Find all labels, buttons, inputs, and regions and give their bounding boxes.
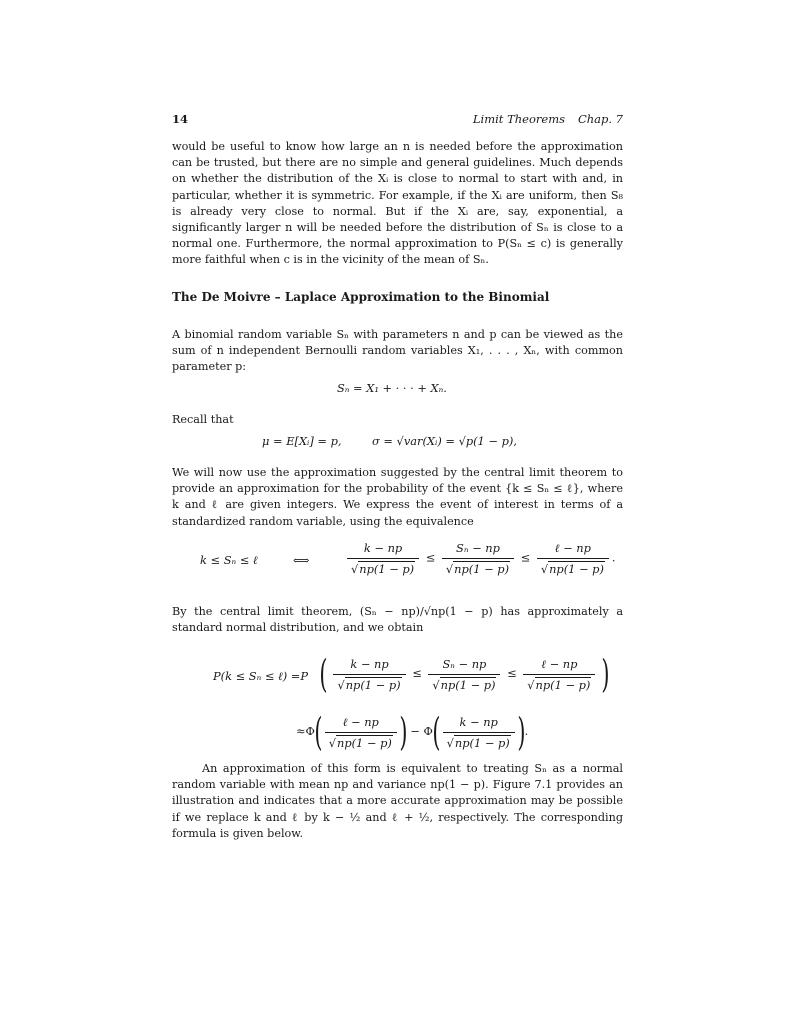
equation-sigma: σ = √var(Xᵢ) = √p(1 − p), [372,434,517,448]
chapter-label: Chap. 7 [577,112,623,126]
running-title: Limit Theorems [472,112,565,126]
paragraph-approximation: We will now use the approximation suggested by the central limit theorem to provide an approximation for the probability of the event {k ≤ Sₙ ≤ ℓ}, where k and ℓ are given integers. We express the event of interest in terms of a standardized random variable, using the equivalence [172,466,623,528]
fraction-sn: $\frac{\text{Sₙ − np}}{√np(1 - p)}$ [442,540,514,577]
fraction-sn: $\frac{\text{Sₙ − np}}{√np(1 - p)}$ [428,656,500,693]
equivalence-rhs: $\frac{k - np}{√np(1 - p)}$ ≤ $\frac{\text{Sₙ − np}}{√np(1 - p)}$ ≤ $\frac{\text{ℓ − np}}{√np(1 - p)}$ . [344,540,616,577]
page-header [172,110,623,128]
paragraph-intro: would be useful to know how large an n is needed before the approximation can be trusted, but there are no simple and general guidelines. Much depends on whether the distribution of the Xᵢ is close to normal to start with and, in particular, whether it is symmetric. For example, if the Xᵢ are uniform, then S₈ is already very close to normal. But if the Xᵢ are, say, exponential, a significantly larger n will be needed before the distribution of Sₙ is close to a normal one. Furthermore, the normal approximation to P(Sₙ ≤ c) is generally more faithful when c is in the vicinity of the mean of Sₙ. [172,140,623,267]
phi-approximation: ≈Φ( $\frac{\text{ℓ − np}}{√np(1 - p)}$ ) − Φ( $\frac{k - np}{√np(1 - p)}$ ). [296,710,529,754]
fraction-l: $\frac{\text{ℓ − np}}{√np(1 - p)}$ [523,656,595,693]
probability-rhs: ( $\frac{k - np}{√np(1 - p)}$ ≤ $\frac{\text{Sₙ − np}}{√np(1 - p)}$ ≤ $\frac{\text{ℓ − np}}{√np(1 - p)}$ ) [319,652,610,696]
paragraph-normal-treatment: An approximation of this form is equivalent to treating Sₙ as a normal random variable with mean np and variance np(1 − p). Figure 7.1 provides an illustration and indicates that a more accurate approximation may be possible if we replace k and ℓ by k − ½ and ℓ + ½, respectively. The corresponding formula is given below. [172,762,623,840]
fraction-l: $\frac{\text{ℓ − np}}{√np(1 - p)}$ [325,714,397,751]
fraction-k: $\frac{k - np}{√np(1 - p)}$ [443,714,515,751]
paragraph-recall: Recall that [172,413,234,426]
paragraph-clt: By the central limit theorem, (Sₙ − np)/√np(1 − p) has approximately a standard normal distribution, and we obtain [172,605,623,635]
page-number: 14 [172,112,189,126]
paragraph-binomial: A binomial random variable Sₙ with parameters n and p can be viewed as the sum of n independent Bernoulli random variables X₁, . . . , Xₙ, with common parameter p: [172,328,623,374]
section-heading: The De Moivre – Laplace Approximation to the Binomial [172,290,550,304]
fraction-k: $\frac{k - np}{√np(1 - p)}$ [333,656,405,693]
equation-mean: μ = E[Xᵢ] = p, [262,434,342,448]
equation-sum: Sₙ = X₁ + · · · + Xₙ. [337,381,447,395]
probability-lhs: P(k ≤ Sₙ ≤ ℓ) =P [213,669,309,683]
fraction-l: $\frac{\text{ℓ − np}}{√np(1 - p)}$ [537,540,609,577]
fraction-k: $\frac{k - np}{√np(1 - p)}$ [347,540,419,577]
equivalence-lhs: k ≤ Sₙ ≤ ℓ [200,553,258,567]
iff-symbol: ⟺ [293,553,310,567]
